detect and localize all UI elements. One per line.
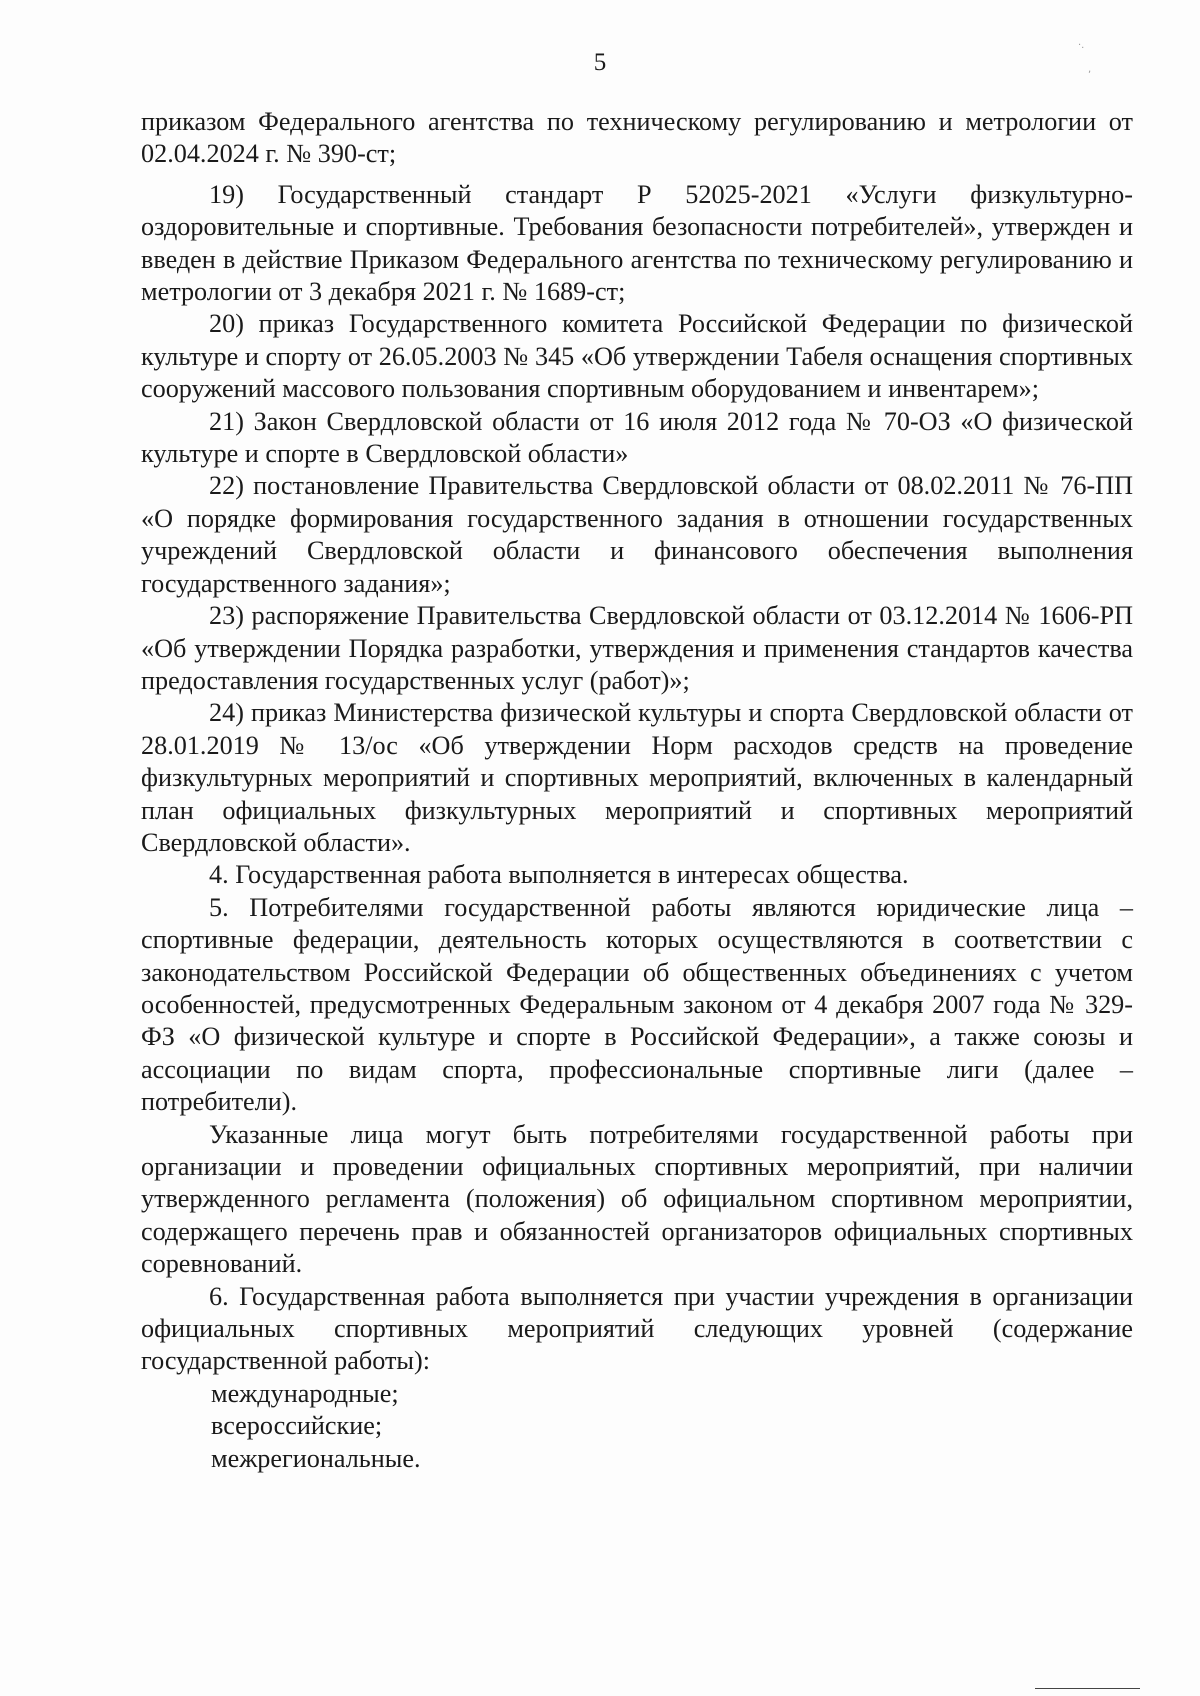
list-item-19: 19) Государственный стандарт Р 52025-2021 «Услуги физкультурно-оздоровительные и спортивные. Требования безопасности потребителей», утвержден и введен в действие Приказом Федерального агентства по техническому регулированию и метрологии от 3 декабря 2021 г. № 1689-ст; [141,179,1133,307]
list-item-24: 24) приказ Министерства физической культуры и спорта Свердловской области от 28.01.2019 № 13/ос «Об утверждении Норм расходов средств на проведение физкультурных мероприятий и спортивных мероприятий, включенных в календарный план официальных физкультурных мероприятий и спортивных мероприятий Свердловской области». [141,698,1133,857]
clause-5-continuation: Указанные лица могут быть потребителями государственной работы при организации и проведении официальных спортивных мероприятий, при наличии утвержденного регламента (положения) об официальном спортивном мероприятии, содержащего перечень прав и обязанностей организаторов официальных спортивных соревнований. [141,1119,1133,1279]
level-item-international: международные; [211,1378,399,1408]
list-item-21: 21) Закон Свердловской области от 16 июля 2012 года № 70-ОЗ «О физической культуре и спорте в Свердловской области» [141,406,1133,469]
paragraph-continuation: приказом Федерального агентства по техническому регулированию и метрологии от 02.04.2024 г. № 390-ст; [141,107,1133,169]
document-body [141,106,1133,1475]
scan-speck-mark: , [1088,64,1092,75]
bottom-rule-line [1035,1688,1140,1689]
level-item-all-russian: всероссийские; [211,1411,383,1441]
page-number: 5 [593,49,607,76]
list-item-23: 23) распоряжение Правительства Свердловской области от 03.12.2014 № 1606-РП «Об утверждении Порядка разработки, утверждения и применения стандартов качества предоставления государственных услуг (работ)»; [141,601,1133,695]
clause-4: 4. Государственная работа выполняется в интересах общества. [209,860,909,890]
clause-6: 6. Государственная работа выполняется при участии учреждения в организации официальных спортивных мероприятий следующих уровней (содержание государственной работы): [141,1281,1133,1376]
clause-5: 5. Потребителями государственной работы являются юридические лица – спортивные федерации, деятельность которых осуществляются в соответствии с законодательством Российской Федерации об общественных объединениях с учетом особенностей, предусмотренных Федеральным законом от 4 декабря 2007 года № 329-ФЗ «О физической культуре и спорте в Российской Федерации», а также союзы и ассоциации по видам спорта, профессиональные спортивные лиги (далее – потребители). [141,892,1133,1117]
list-item-20: 20) приказ Государственного комитета Российской Федерации по физической культуре и спорту от 26.05.2003 № 345 «Об утверждении Табеля оснащения спортивных сооружений массового пользования спортивным оборудованием и инвентарем»; [141,309,1133,404]
scan-speck-mark: ·. [1078,40,1085,51]
level-item-interregional: межрегиональные. [211,1443,421,1473]
list-item-22: 22) постановление Правительства Свердловской области от 08.02.2011 № 76-ПП «О порядке формирования государственного задания в отношении государственных учреждений Свердловской области и финансового обеспечения выполнения государственного задания»; [141,471,1133,598]
